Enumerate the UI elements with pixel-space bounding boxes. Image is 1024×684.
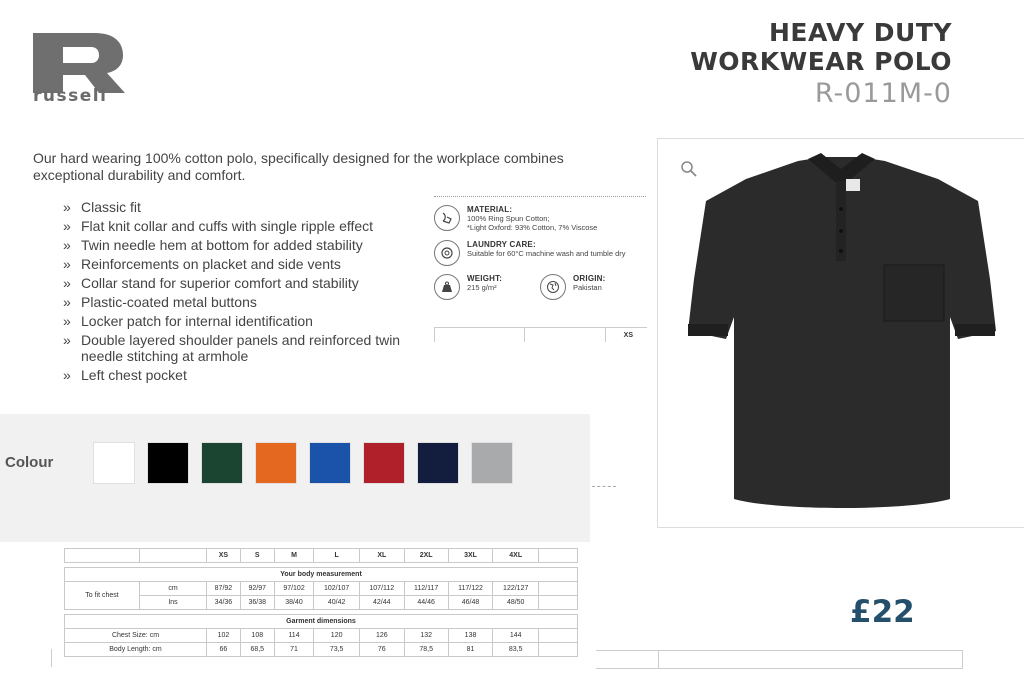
table-header-cell: 2XL xyxy=(404,549,448,563)
globe-icon xyxy=(540,274,566,300)
table-cell: 122/127 xyxy=(493,582,539,596)
dashed-divider xyxy=(592,486,616,487)
table-cell: 78,5 xyxy=(404,643,448,657)
origin-value: Pakistan xyxy=(573,283,602,292)
feature-item xyxy=(63,199,433,215)
table-row xyxy=(65,629,578,643)
feature-item xyxy=(63,294,433,310)
feature-text: Flat knit collar and cuffs with single ripple effect xyxy=(81,218,374,234)
table-row xyxy=(65,549,578,563)
wash-icon xyxy=(434,240,460,266)
table-unit-label: cm xyxy=(140,582,207,596)
table-header-cell xyxy=(539,549,578,563)
table-header-cell xyxy=(140,549,207,563)
feature-item xyxy=(63,367,433,383)
colour-swatch[interactable] xyxy=(309,442,351,484)
bullet-icon: » xyxy=(63,332,71,348)
table-cell: 36/38 xyxy=(240,596,274,610)
bullet-icon: » xyxy=(63,256,71,272)
spec-weight-origin xyxy=(434,274,646,300)
table-cell: 38/40 xyxy=(274,596,314,610)
size-table xyxy=(64,548,578,657)
bullet-icon: » xyxy=(63,218,71,234)
feature-item xyxy=(63,218,433,234)
bottom-box-divider xyxy=(658,651,659,668)
table-cell xyxy=(539,596,578,610)
table-header-cell: S xyxy=(240,549,274,563)
table-cell: 102 xyxy=(207,629,241,643)
feature-text: Locker patch for internal identification xyxy=(81,313,313,329)
material-label: MATERIAL: xyxy=(467,205,513,214)
bullet-icon: » xyxy=(63,367,71,383)
table-cell: 71 xyxy=(274,643,314,657)
table-cell: 97/102 xyxy=(274,582,314,596)
feature-item xyxy=(63,256,433,272)
origin-label: ORIGIN: xyxy=(573,274,606,283)
feature-text: Plastic-coated metal buttons xyxy=(81,294,257,310)
size-strip-divider xyxy=(605,328,606,342)
table-cell: 66 xyxy=(207,643,241,657)
zoom-icon[interactable] xyxy=(680,160,698,178)
table-cell: 138 xyxy=(448,629,493,643)
table-row xyxy=(65,643,578,657)
feature-text: Classic fit xyxy=(81,199,141,215)
table-unit-label: Ins xyxy=(140,596,207,610)
table-cell: 44/46 xyxy=(404,596,448,610)
weight-label: WEIGHT: xyxy=(467,274,503,283)
product-code: R-011M-0 xyxy=(814,78,952,109)
bullet-icon: » xyxy=(63,199,71,215)
table-cell: 68,5 xyxy=(240,643,274,657)
spec-origin xyxy=(540,274,646,300)
left-divider xyxy=(51,649,52,667)
table-cell: 92/97 xyxy=(240,582,274,596)
weight-icon xyxy=(434,274,460,300)
table-header-cell: 4XL xyxy=(493,549,539,563)
table-row xyxy=(65,582,578,596)
bullet-icon: » xyxy=(63,237,71,253)
colour-swatch[interactable] xyxy=(363,442,405,484)
feature-item xyxy=(63,332,433,364)
table-cell: 107/112 xyxy=(359,582,404,596)
table-cell: 144 xyxy=(493,629,539,643)
bottom-box xyxy=(596,650,963,669)
title-line-1: HEAVY DUTY xyxy=(768,18,952,47)
feature-text: Double layered shoulder panels and reinforced twin needle stitching at armhole xyxy=(81,332,401,364)
table-header-cell: XL xyxy=(359,549,404,563)
table-cell: 48/50 xyxy=(493,596,539,610)
laundry-label: LAUNDRY CARE: xyxy=(467,240,536,249)
table-cell: 117/122 xyxy=(448,582,493,596)
table-header-cell: 3XL xyxy=(448,549,493,563)
colour-swatch[interactable] xyxy=(471,442,513,484)
table-cell: 34/36 xyxy=(207,596,241,610)
table-row-label: To fit chest xyxy=(65,582,140,610)
weight-value: 215 g/m² xyxy=(467,283,497,292)
table-cell: 76 xyxy=(359,643,404,657)
bullet-icon: » xyxy=(63,294,71,310)
table-cell: 120 xyxy=(314,629,360,643)
price: £22 xyxy=(850,594,915,630)
table-cell: 126 xyxy=(359,629,404,643)
table-cell: 40/42 xyxy=(314,596,360,610)
feature-item xyxy=(63,237,433,253)
table-header-cell: XS xyxy=(207,549,241,563)
feature-item xyxy=(63,275,433,291)
table-cell: 112/117 xyxy=(404,582,448,596)
feature-text: Left chest pocket xyxy=(81,367,187,383)
colour-swatch[interactable] xyxy=(147,442,189,484)
bullet-icon: » xyxy=(63,313,71,329)
colour-swatch[interactable] xyxy=(93,442,135,484)
colour-swatch[interactable] xyxy=(201,442,243,484)
table-header-cell xyxy=(65,549,140,563)
table-row-label: Body Length: cm xyxy=(65,643,207,657)
table-section-title: Garment dimensions xyxy=(65,615,578,629)
table-cell: 108 xyxy=(240,629,274,643)
table-header-cell: M xyxy=(274,549,314,563)
brand-name: russell xyxy=(33,86,108,106)
feature-item xyxy=(63,313,433,329)
table-cell xyxy=(539,582,578,596)
title-line-2: WORKWEAR POLO xyxy=(690,47,952,76)
table-cell: 114 xyxy=(274,629,314,643)
table-cell: 102/107 xyxy=(314,582,360,596)
feature-text: Reinforcements on placket and side vents xyxy=(81,256,341,272)
table-cell: 42/44 xyxy=(359,596,404,610)
table-cell: 46/48 xyxy=(448,596,493,610)
fabric-icon xyxy=(434,205,460,231)
table-row xyxy=(65,596,578,610)
colour-swatch[interactable] xyxy=(255,442,297,484)
table-cell: 87/92 xyxy=(207,582,241,596)
size-strip xyxy=(434,327,647,342)
table-cell: 83,5 xyxy=(493,643,539,657)
spec-material xyxy=(434,205,646,232)
size-strip-divider xyxy=(524,328,525,342)
bullet-icon: » xyxy=(63,275,71,291)
feature-text: Twin needle hem at bottom for added stability xyxy=(81,237,363,253)
table-row xyxy=(65,615,578,629)
colour-swatch[interactable] xyxy=(417,442,459,484)
spec-divider xyxy=(434,196,646,197)
product-image-box[interactable] xyxy=(657,138,1024,528)
polo-shirt-image xyxy=(658,139,1024,527)
feature-text: Collar stand for superior comfort and stability xyxy=(81,275,359,291)
table-cell: 73,5 xyxy=(314,643,360,657)
material-value-1: 100% Ring Spun Cotton; xyxy=(467,214,550,223)
table-cell xyxy=(539,629,578,643)
table-row-label: Chest Size: cm xyxy=(65,629,207,643)
spec-block xyxy=(434,196,646,300)
laundry-value: Suitable for 60°C machine wash and tumble dry xyxy=(467,249,626,258)
material-value-2: *Light Oxford: 93% Cotton, 7% Viscose xyxy=(467,223,598,232)
spec-laundry xyxy=(434,240,646,266)
table-header-cell: L xyxy=(314,549,360,563)
feature-list xyxy=(63,199,433,386)
table-row xyxy=(65,568,578,582)
table-cell: 132 xyxy=(404,629,448,643)
table-section-title: Your body measurement xyxy=(65,568,578,582)
spec-weight xyxy=(434,274,540,300)
colour-label: Colour xyxy=(5,454,54,471)
table-cell: 81 xyxy=(448,643,493,657)
product-description: Our hard wearing 100% cotton polo, specifically designed for the workplace combines exceptional durability and comfort. xyxy=(33,150,564,183)
product-title xyxy=(690,18,952,109)
size-strip-label: XS xyxy=(623,332,633,339)
table-cell xyxy=(539,643,578,657)
